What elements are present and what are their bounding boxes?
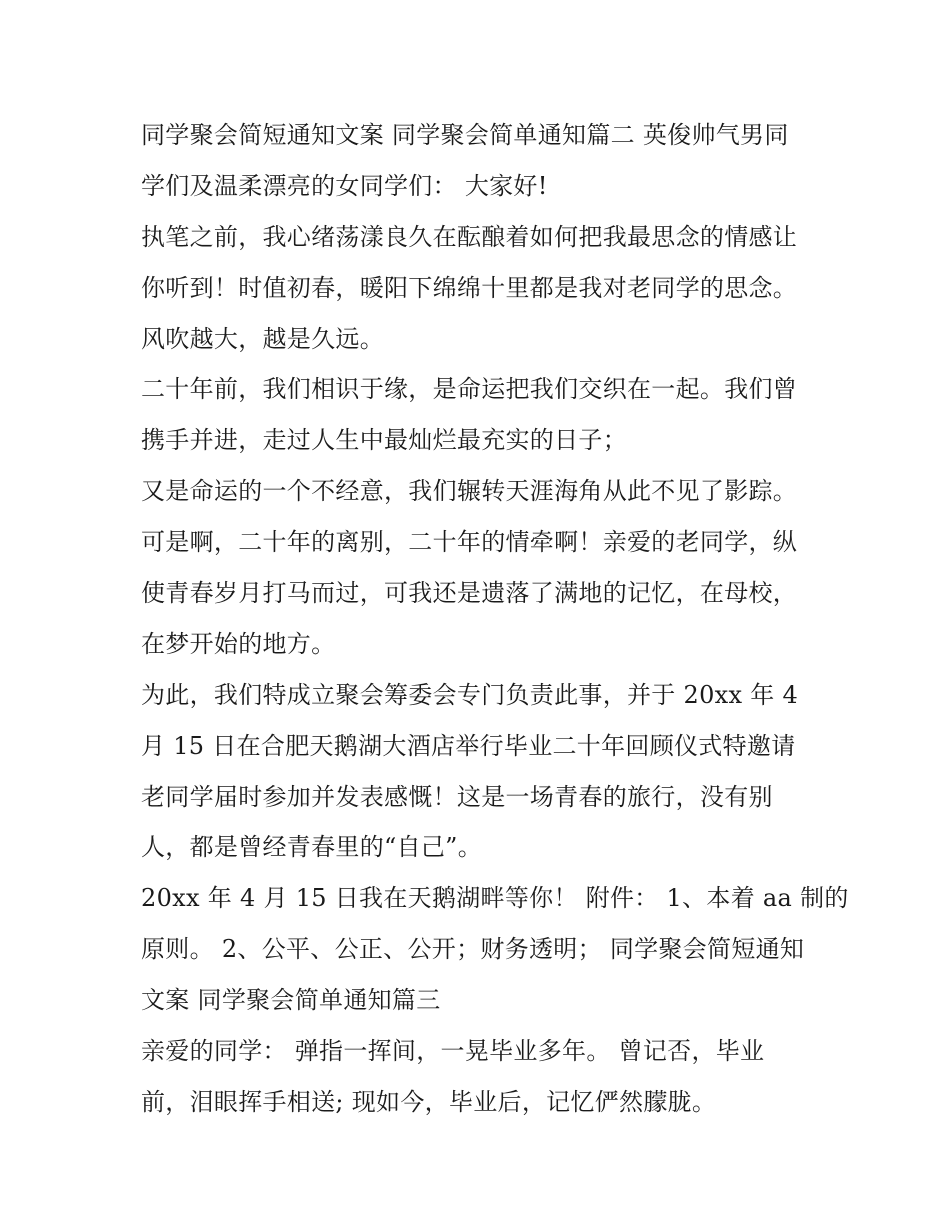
- text-line: 前，泪眼挥手相送; 现如今，毕业后，记忆俨然朦胧。: [141, 1087, 717, 1116]
- text-line: 你听到！时值初春，暖阳下绵绵十里都是我对老同学的思念。: [141, 273, 798, 302]
- text-line: 月 15 日在合肥天鹅湖大酒店举行毕业二十年回顾仪式特邀请: [141, 731, 796, 760]
- text-line: 亲爱的同学： 弹指一挥间，一晃毕业多年。 曾记否，毕业: [141, 1037, 765, 1066]
- text-line: 人，都是曾经青春里的“自己”。: [141, 833, 483, 862]
- text-line: 携手并进，走过人生中最灿烂最充实的日子；: [141, 426, 627, 455]
- text-line: 可是啊，二十年的离别，二十年的情牵啊！亲爱的老同学，纵: [141, 528, 798, 557]
- text-line: 为此，我们特成立聚会筹委会专门负责此事，并于 20xx 年 4: [141, 680, 799, 709]
- text-line: 20xx 年 4 月 15 日我在天鹅湖畔等你！ 附件： 1、本着 aa 制的: [141, 884, 849, 913]
- text-line: 同学聚会简短通知文案 同学聚会简单通知篇二 英俊帅气男同: [141, 121, 789, 149]
- document-body: [141, 110, 849, 1128]
- text-line: 使青春岁月打马而过，可我还是遗落了满地的记忆，在母校，: [141, 579, 798, 608]
- text-line: 执笔之前，我心绪荡漾良久在酝酿着如何把我最思念的情感让: [141, 222, 798, 251]
- text-line: 文案 同学聚会简单通知篇三: [141, 986, 441, 1015]
- text-line: 又是命运的一个不经意，我们辗转天涯海角从此不见了影踪。: [141, 477, 798, 506]
- text-line: 老同学届时参加并发表感慨！这是一场青春的旅行，没有别: [141, 782, 773, 811]
- text-line: 风吹越大，越是久远。: [141, 324, 384, 353]
- text-line: 二十年前，我们相识于缘，是命运把我们交织在一起。我们曾: [141, 375, 798, 404]
- text-line: 原则。 2、公平、公正、公开；财务透明； 同学聚会简短通知: [141, 935, 805, 964]
- text-line: 在梦开始的地方。: [141, 629, 336, 658]
- text-line: 学们及温柔漂亮的女同学们： 大家好!: [141, 171, 548, 200]
